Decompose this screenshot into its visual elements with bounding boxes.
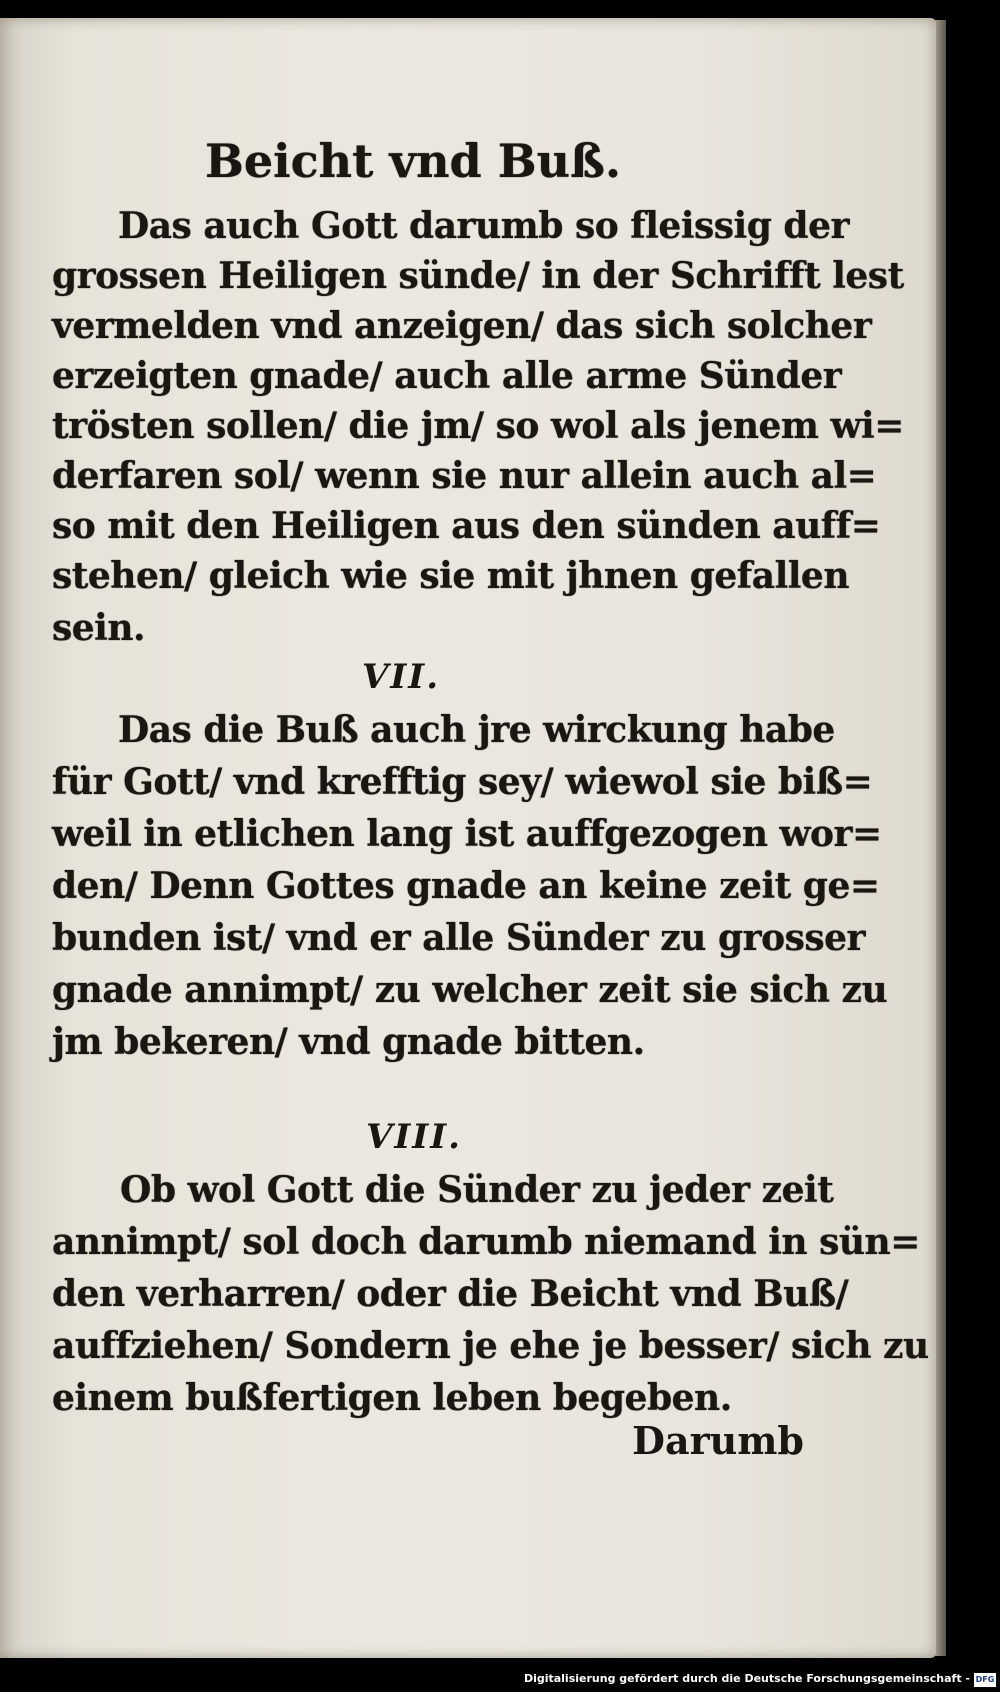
text-line: auffziehen/ Sondern je ehe je besser/ sich zu: [52, 1325, 929, 1367]
text-line: weil in etlichen lang ist auffgezogen wor=: [52, 813, 882, 855]
running-head: Beicht vnd Buß.: [205, 134, 621, 188]
text-line: stehen/ gleich wie sie mit jhnen gefallen: [52, 555, 850, 597]
text-line: so mit den Heiligen aus den sünden auff=: [52, 505, 881, 547]
text-line: für Gott/ vnd krefftig sey/ wiewol sie biß=: [52, 761, 873, 803]
text-line: bunden ist/ vnd er alle Sünder zu grosser: [52, 917, 866, 959]
text-line: Ob wol Gott die Sünder zu jeder zeit: [120, 1169, 834, 1211]
dfg-logo: DFG: [974, 1673, 996, 1687]
text-line: Das die Buß auch jre wirckung habe: [118, 709, 835, 751]
text-line: vermelden vnd anzeigen/ das sich solcher: [52, 305, 872, 347]
section-number-viii: VIII.: [366, 1117, 462, 1157]
text-line: den/ Denn Gottes gnade an keine zeit ge=: [52, 865, 880, 907]
text-line: den verharren/ oder die Beicht vnd Buß/: [52, 1273, 849, 1315]
section-number-vii: VII.: [362, 657, 441, 697]
book-page: [0, 18, 938, 1658]
digitization-credit: Digitalisierung gefördert durch die Deutsche Forschungsgemeinschaft -: [523, 1672, 970, 1685]
text-line: sein.: [52, 607, 146, 649]
text-line: erzeigten gnade/ auch alle arme Sünder: [52, 355, 842, 397]
text-line: einem bußfertigen leben begeben.: [52, 1377, 732, 1419]
catchword: Darumb: [632, 1418, 805, 1463]
page-edge: [936, 20, 946, 1656]
text-line: jm bekeren/ vnd gnade bitten.: [52, 1021, 645, 1063]
text-line: grossen Heiligen sünde/ in der Schrifft lest: [52, 255, 904, 297]
text-line: Das auch Gott darumb so fleissig der: [118, 205, 849, 247]
text-line: derfaren sol/ wenn sie nur allein auch al=: [52, 455, 877, 497]
text-line: trösten sollen/ die jm/ so wol als jenem wi=: [52, 405, 904, 447]
text-line: annimpt/ sol doch darumb niemand in sün=: [52, 1221, 920, 1263]
text-line: gnade annimpt/ zu welcher zeit sie sich zu: [52, 969, 888, 1011]
